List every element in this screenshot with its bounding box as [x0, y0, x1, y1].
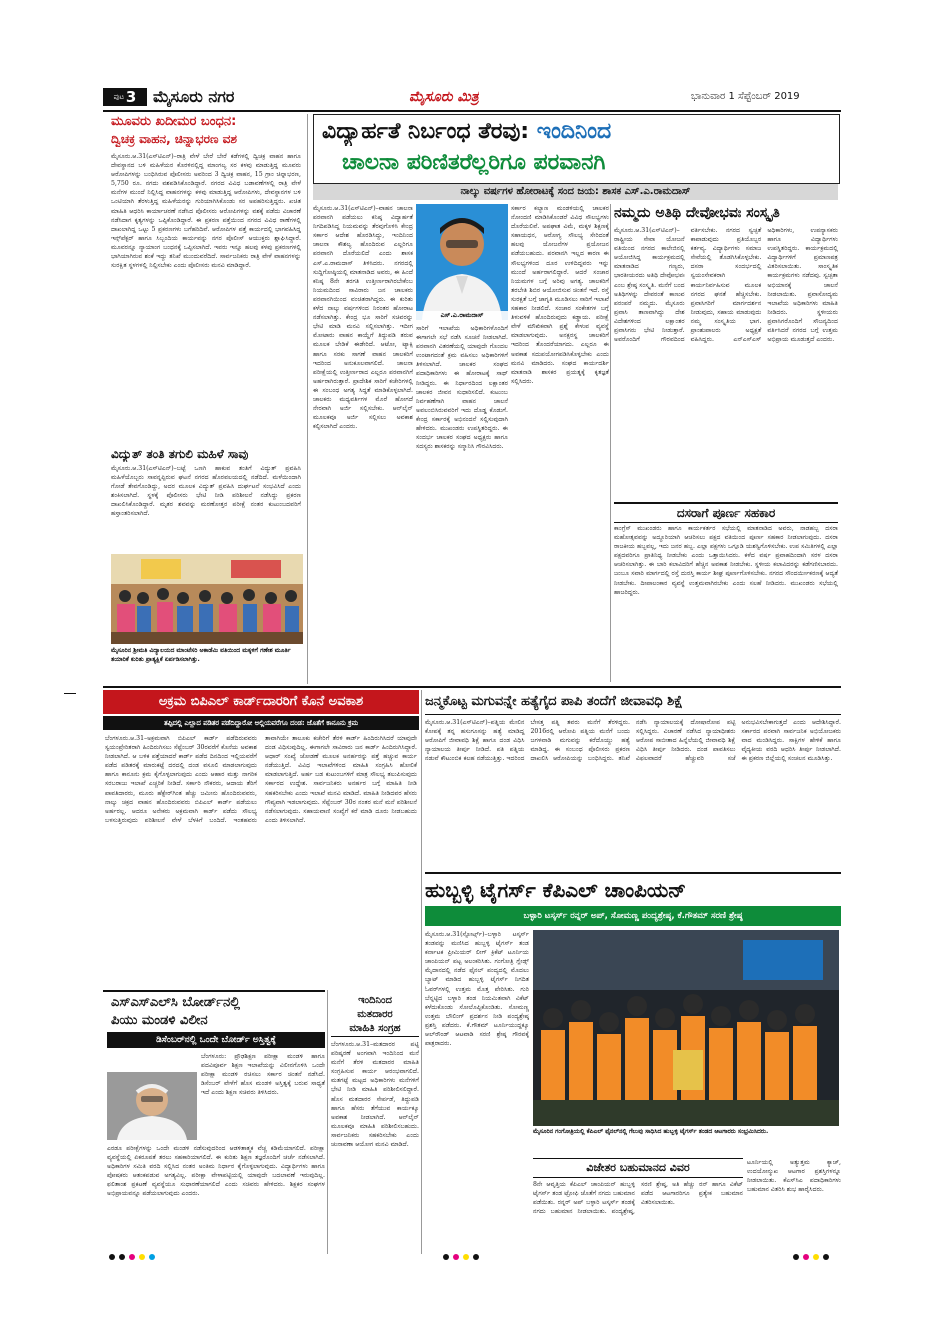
minister-photo	[107, 1072, 197, 1140]
awards-body-right: ಟೂರ್ನಿಯಲ್ಲಿ ಅತ್ಯುತ್ತಮ ಕ್ಯಾಚ್, ಉದಯೋನ್ಮುಖ ಆಟಗಾರ ಪ್ರಶಸ್ತಿಗಳನ್ನೂ ನೀಡಲಾಯಿತು. ಕೆಎಸ್‌ಸಿಎ ಪದಾಧಿಕಾರಿಗಳು ಬಹುಮಾನ ವಿತರಿಸಿ ಶುಭ ಹಾರೈಸಿದರು.	[747, 1159, 841, 1194]
lead-body-col1: ಮೈಸೂರು.ಆ.31(ಎಸ್‌ಟಿಎನ್)–ವಾಹನ ಚಾಲನಾ ಪರವಾನಗಿ ಪಡೆಯಲು ಕನಿಷ್ಠ ವಿದ್ಯಾರ್ಹತೆ ನಿಗದಿಪಡಿಸಿದ್ದ ನಿಯಮವನ್ನು ತೆರವುಗೊಳಿಸಿ ಕೇಂದ್ರ ಸರ್ಕಾರ ಆದೇಶ ಹೊರಡಿಸಿದ್ದು, ಇಂದಿನಿಂದ ಚಾಲನಾ ಕೌಶಲ್ಯ ಹೊಂದಿರುವ ಎಲ್ಲರಿಗೂ ಪರವಾನಗಿ ದೊರೆಯಲಿದೆ ಎಂದು ಶಾಸಕ ಎಸ್.ಎ.ರಾಮದಾಸ್ ತಿಳಿಸಿದರು. ನಗರದಲ್ಲಿ ಸುದ್ದಿಗೋಷ್ಠಿಯಲ್ಲಿ ಮಾತನಾಡಿದ ಅವರು, ಈ ಹಿಂದೆ ಕನಿಷ್ಠ 8ನೇ ತರಗತಿ ಉತ್ತೀರ್ಣರಾಗಿರಬೇಕೆಂಬ ನಿಯಮದಿಂದ ಸಾವಿರಾರು ಜನ ಚಾಲಕರು ಪರವಾನಗಿಯಿಂದ ವಂಚಿತರಾಗಿದ್ದರು. ಈ ಕುರಿತು ಕಳೆದ ನಾಲ್ಕು ವರ್ಷಗಳಿಂದ ನಿರಂತರ ಹೋರಾಟ ನಡೆಸಲಾಗಿತ್ತು. ಕೇಂದ್ರ ಭೂ ಸಾರಿಗೆ ಸಚಿವರನ್ನು ಭೇಟಿ ಮಾಡಿ ಮನವಿ ಸಲ್ಲಿಸಲಾಗಿತ್ತು. ಇದೀಗ ಮೋಟಾರು ವಾಹನ ಕಾಯ್ದೆಗೆ ತಿದ್ದುಪಡಿ ತರುವ ಮೂಲಕ ಬೇಡಿಕೆ ಈಡೇರಿದೆ. ಆಟೋ, ಟ್ಯಾಕ್ಸಿ ಹಾಗೂ ಸರಕು ಸಾಗಣೆ ವಾಹನ ಚಾಲಕರಿಗೆ ಇದರಿಂದ ಅನುಕೂಲವಾಗಲಿದೆ. ಚಾಲನಾ ಪರೀಕ್ಷೆಯಲ್ಲಿ ಉತ್ತೀರ್ಣರಾದ ಎಲ್ಲರೂ ಪರವಾನಗಿಗೆ ಅರ್ಹರಾಗಿರುತ್ತಾರೆ. ಪ್ರಾದೇಶಿಕ ಸಾರಿಗೆ ಕಚೇರಿಗಳಲ್ಲಿ ಈ ಸಂಬಂಧ ಅಗತ್ಯ ಸಿದ್ಧತೆ ಮಾಡಿಕೊಳ್ಳಲಾಗಿದೆ. ಚಾಲಕರು ಮಧ್ಯವರ್ತಿಗಳ ಮೊರೆ ಹೋಗದೆ ನೇರವಾಗಿ ಅರ್ಜಿ ಸಲ್ಲಿಸಬೇಕು. ಆನ್‌ಲೈನ್ ಮೂಲಕವೂ ಅರ್ಜಿ ಸಲ್ಲಿಸಲು ಅವಕಾಶ ಕಲ್ಪಿಸಲಾಗಿದೆ ಎಂದರು.	[313, 205, 413, 431]
page-label: ಪುಟ	[113, 92, 124, 101]
kpl-photo-caption: ಮೈಸೂರಿನ ಗಂಗೋತ್ರಿಯಲ್ಲಿ ಕೆಪಿಎಲ್ ಫೈನಲ್‌ನಲ್ಲಿ ಗೆಲುವು ಸಾಧಿಸಿದ ಹುಬ್ಬಳ್ಳಿ ಟೈಗರ್ಸ್ ತಂಡದ ಆಟಗಾರರು ಸಂಭ್ರಮಿಸಿದರು.	[533, 1128, 769, 1135]
lead-headline-black: ವಿದ್ಯಾರ್ಹತೆ ನಿರ್ಬಂಧ ತೆರವು:	[322, 119, 537, 144]
registration-marks-right	[793, 1254, 829, 1260]
lead-headline-red: ಇಂದಿನಿಂದ	[536, 119, 612, 144]
bpl-headline: ಅಕ್ರಮ ಬಿಪಿಎಲ್ ಕಾರ್ಡ್‌ದಾರರಿಗೆ ಕೊನೆ ಅವಕಾಶ	[103, 690, 419, 714]
column-rule-3	[421, 690, 422, 1254]
guest-body: ಮೈಸೂರು.ಆ.31(ಎಸ್‌ಟಿಎನ್)–ರಾಷ್ಟ್ರೀಯ ಸೇವಾ ಯೋಜನೆ ವತಿಯಿಂದ ನಗರದ ಕಾಲೇಜಿನಲ್ಲಿ ಆಯೋಜಿಸಿದ್ದ ಕಾರ್ಯಕ್ರಮದಲ್ಲಿ ಮಾತನಾಡಿದ ಗಣ್ಯರು, ಭಾರತೀಯರದು ಅತಿಥಿ ದೇವೋಭವಃ ಎಂಬ ಶ್ರೇಷ್ಠ ಸಂಸ್ಕೃತಿ. ಮನೆಗೆ ಬಂದ ಅತಿಥಿಗಳನ್ನು ದೇವರಂತೆ ಕಾಣುವ ಪರಂಪರೆ ನಮ್ಮದು. ಮೈಸೂರು ಪ್ರವಾಸಿ ತಾಣವಾಗಿದ್ದು ದೇಶ ವಿದೇಶಗಳಿಂದ ಲಕ್ಷಾಂತರ ಪ್ರವಾಸಿಗರು ಭೇಟಿ ನೀಡುತ್ತಾರೆ. ಅವರೊಂದಿಗೆ ಗೌರವದಿಂದ ವರ್ತಿಸಬೇಕು. ನಗರದ ಸ್ವಚ್ಛತೆ ಕಾಪಾಡುವುದು ಪ್ರತಿಯೊಬ್ಬರ ಕರ್ತವ್ಯ. ವಿದ್ಯಾರ್ಥಿಗಳು ಸಮಾಜ ಸೇವೆಯಲ್ಲಿ ತೊಡಗಿಸಿಕೊಳ್ಳಬೇಕು. ದಸರಾ ಸಂದರ್ಭದಲ್ಲಿ ಸ್ವಯಂಸೇವಕರಾಗಿ ಕಾರ್ಯನಿರ್ವಹಿಸುವ ಮೂಲಕ ನಗರದ ಘನತೆ ಹೆಚ್ಚಿಸಬೇಕು. ಪ್ರವಾಸಿಗರಿಗೆ ಮಾರ್ಗದರ್ಶನ ನೀಡುವುದು, ಸಹಾಯ ಮಾಡುವುದು ನಮ್ಮ ಸಂಸ್ಕೃತಿಯ ಭಾಗ. ಪ್ರಾಂಶುಪಾಲರು ಅಧ್ಯಕ್ಷತೆ ವಹಿಸಿದ್ದರು. ಎನ್‌ಎಸ್‌ಎಸ್ ಅಧಿಕಾರಿಗಳು, ಉಪನ್ಯಾಸಕರು ಹಾಗೂ ವಿದ್ಯಾರ್ಥಿಗಳು ಉಪಸ್ಥಿತರಿದ್ದರು. ಕಾರ್ಯಕ್ರಮದಲ್ಲಿ ವಿದ್ಯಾರ್ಥಿಗಳಿಗೆ ಪ್ರಮಾಣಪತ್ರ ವಿತರಿಸಲಾಯಿತು. ಸಾಂಸ್ಕೃತಿಕ ಕಾರ್ಯಕ್ರಮಗಳು ನಡೆದವು. ಸ್ವಚ್ಛತಾ ಅಭಿಯಾನಕ್ಕೆ ಚಾಲನೆ ನೀಡಲಾಯಿತು. ಪ್ರವಾಸೋದ್ಯಮ ಇಲಾಖೆಯ ಅಧಿಕಾರಿಗಳು ಮಾಹಿತಿ ನೀಡಿದರು. ಸ್ಥಳೀಯರು ಪ್ರವಾಸಿಗರೊಂದಿಗೆ ಸೌಜನ್ಯದಿಂದ ವರ್ತಿಸಿದರೆ ನಗರದ ಬಗ್ಗೆ ಉತ್ತಮ ಅಭಿಪ್ರಾಯ ಮೂಡುತ್ತದೆ ಎಂದರು.	[614, 227, 838, 344]
margin-mark	[64, 693, 76, 694]
sslc-headline-line1: ಎಸ್‌ಎಸ್‌ಎಲ್‌ಸಿ ಬೋರ್ಡ್‌ನಲ್ಲಿ	[111, 995, 241, 1010]
father-body: ಮೈಸೂರು.ಆ.31(ಎಸ್‌ಟಿಎನ್)–ಪತ್ನಿಯ ಮೇಲಿನ ಕೋಪಕ್ಕೆ ತನ್ನ ಹಸುಗೂಸನ್ನು ಹತ್ಯೆ ಮಾಡಿದ್ದ ಆರೋಪಿಗೆ ಜೀವಾವಧಿ ಶಿಕ್ಷೆ ಹಾಗೂ ದಂಡ ವಿಧಿಸಿ ನ್ಯಾಯಾಲಯ ತೀರ್ಪು ನೀಡಿದೆ. ಪತಿ ಪತ್ನಿಯ ನಡುವೆ ಕೌಟುಂಬಿಕ ಕಲಹ ನಡೆಯುತ್ತಿತ್ತು. ಇದರಿಂದ ಬೇಸತ್ತ ಪತ್ನಿ ತವರು ಮನೆಗೆ ತೆರಳಿದ್ದರು. 2016ರಲ್ಲಿ ಆರೋಪಿ ಪತ್ನಿಯ ಮನೆಗೆ ಬಂದು ಜಗಳವಾಡಿ ಮಗುವನ್ನು ಕರೆದೊಯ್ದು ಹತ್ಯೆ ಮಾಡಿದ್ದ. ಈ ಸಂಬಂಧ ಪೊಲೀಸರು ಪ್ರಕರಣ ದಾಖಲಿಸಿ ಆರೋಪಿಯನ್ನು ಬಂಧಿಸಿದ್ದರು. ತನಿಖೆ ನಡೆಸಿ ನ್ಯಾಯಾಲಯಕ್ಕೆ ದೋಷಾರೋಪ ಪಟ್ಟಿ ಸಲ್ಲಿಸಿದ್ದರು. ವಿಚಾರಣೆ ನಡೆಸಿದ ನ್ಯಾಯಾಧೀಶರು ಆರೋಪ ಸಾಬೀತಾದ ಹಿನ್ನೆಲೆಯಲ್ಲಿ ಜೀವಾವಧಿ ಶಿಕ್ಷೆ ವಿಧಿಸಿ ತೀರ್ಪು ನೀಡಿದರು. ದಂಡ ಪಾವತಿಸಲು ವಿಫಲವಾದರೆ ಹೆಚ್ಚುವರಿ ಸಜೆ ಅನುಭವಿಸಬೇಕಾಗುತ್ತದೆ ಎಂದು ಆದೇಶಿಸಿದ್ದಾರೆ. ಸರ್ಕಾರದ ಪರವಾಗಿ ಸಾರ್ವಜನಿಕ ಅಭಿಯೋಜಕರು ವಾದ ಮಂಡಿಸಿದ್ದರು. ಸಾಕ್ಷಿಗಳ ಹೇಳಿಕೆ ಹಾಗೂ ವೈದ್ಯಕೀಯ ವರದಿ ಆಧರಿಸಿ ತೀರ್ಪು ನೀಡಲಾಗಿದೆ. ಈ ಪ್ರಕರಣ ಜಿಲ್ಲೆಯಲ್ಲಿ ಸಂಚಲನ ಮೂಡಿಸಿತ್ತು.	[425, 719, 841, 763]
newspaper-page	[103, 86, 841, 1258]
sslc-body-bottom: ಎರಡೂ ಪರೀಕ್ಷೆಗಳನ್ನು ಒಂದೇ ಮಂಡಳಿ ನಡೆಸುವುದರಿಂದ ಆಡಳಿತಾತ್ಮಕ ವೆಚ್ಚ ಕಡಿಮೆಯಾಗಲಿದೆ. ಪರೀಕ್ಷಾ ವ್ಯವಸ್ಥೆಯಲ್ಲಿ ಏಕರೂಪತೆ ತರಲು ಸಹಕಾರಿಯಾಗಲಿದೆ. ಈ ಕುರಿತು ಶಿಕ್ಷಣ ತಜ್ಞರೊಂದಿಗೆ ಚರ್ಚೆ ನಡೆಸಲಾಗಿದೆ. ಅಧಿಕಾರಿಗಳ ಸಮಿತಿ ವರದಿ ಸಲ್ಲಿಸಿದ ನಂತರ ಅಂತಿಮ ನಿರ್ಧಾರ ಕೈಗೊಳ್ಳಲಾಗುವುದು. ವಿದ್ಯಾರ್ಥಿಗಳು ಹಾಗೂ ಪೋಷಕರು ಆತಂಕಪಡುವ ಅಗತ್ಯವಿಲ್ಲ. ಪರೀಕ್ಷಾ ವೇಳಾಪಟ್ಟಿಯಲ್ಲಿ ಯಾವುದೇ ಬದಲಾವಣೆ ಇರುವುದಿಲ್ಲ. ಫಲಿತಾಂಶ ಪ್ರಕಟಣೆ ವ್ಯವಸ್ಥೆಯೂ ಸುಧಾರಣೆಯಾಗಲಿದೆ ಎಂದು ಸಚಿವರು ಹೇಳಿದರು. ಶಿಕ್ಷಕರ ಸಂಘಗಳ ಅಭಿಪ್ರಾಯವನ್ನೂ ಪಡೆಯಲಾಗುವುದು ಎಂದರು.	[107, 1145, 325, 1198]
ramadas-portrait-image	[416, 204, 508, 320]
ramadas-photo	[416, 204, 508, 320]
column-rule-1	[307, 114, 308, 684]
voters-headline-line1: ಇಂದಿನಿಂದ	[358, 995, 392, 1006]
registration-marks-center	[443, 1254, 479, 1260]
section-name: ಮೈಸೂರು ನಗರ	[153, 87, 235, 106]
school-children-photo	[111, 554, 303, 644]
page-number: 3	[125, 88, 137, 106]
bpl-subheadline: ತಪ್ಪಿದಲ್ಲಿ ಎಲ್ಲಾದ ಪಡಿತರ ಪಡೆದಿದ್ದಾರೋ ಅಲ್ಲಿಯವರೆಗೂ ದಂಡ: ಜೊತೆಗೆ ಕಾನೂನು ಕ್ರಮ	[103, 716, 419, 730]
ramadas-photo-label: ಎಸ್.ಎ.ರಾಮದಾಸ್	[416, 311, 508, 320]
lead-headline-line1	[322, 118, 611, 146]
page-number-badge	[103, 88, 147, 106]
arrest-headline: ಮೂವರು ಖದೀಮರ ಬಂಧನ:	[111, 114, 237, 129]
column-rule-2	[610, 204, 611, 682]
awards-body: 8ನೇ ಆವೃತ್ತಿಯ ಕೆಪಿಎಲ್ ಚಾಂಪಿಯನ್ ಹುಬ್ಬಳ್ಳಿ ಟೈಗರ್ಸ್ ತಂಡ ಟ್ರೋಫಿ ಜೊತೆಗೆ ನಗದು ಬಹುಮಾನ ಪಡೆಯಿತು. ರನ್ನರ್ ಅಪ್ ಬಳ್ಳಾರಿ ಟಸ್ಕರ್ಸ್ ತಂಡಕ್ಕೆ ನಗದು ಬಹುಮಾನ ನೀಡಲಾಯಿತು. ಪಂದ್ಯಶ್ರೇಷ್ಠ, ಸರಣಿ ಶ್ರೇಷ್ಠ, ಅತಿ ಹೆಚ್ಚು ರನ್ ಹಾಗೂ ವಿಕೆಟ್ ಪಡೆದ ಆಟಗಾರರಿಗೂ ಪ್ರತ್ಯೇಕ ಬಹುಮಾನ ವಿತರಿಸಲಾಯಿತು.	[533, 1181, 743, 1216]
masthead-logo: ಮೈಸೂರು ಮಿತ್ರ	[409, 89, 479, 105]
bpl-body: ಬೆಂಗಳೂರು.ಆ.31–ಅಕ್ರಮವಾಗಿ ಬಿಪಿಎಲ್ ಕಾರ್ಡ್ ಪಡೆದಿರುವವರು ಸ್ವಯಂಪ್ರೇರಿತರಾಗಿ ಹಿಂದಿರುಗಿಸಲು ಸೆಪ್ಟೆಂಬರ್ 30ರವರೆಗೆ ಕೊನೆಯ ಅವಕಾಶ ನೀಡಲಾಗಿದೆ. ಆ ಬಳಿಕ ಪತ್ತೆಯಾದರೆ ಕಾರ್ಡ್ ಪಡೆದ ದಿನದಿಂದ ಇಲ್ಲಿಯವರೆಗೆ ಪಡೆದ ಪಡಿತರಕ್ಕೆ ಮಾರುಕಟ್ಟೆ ದರದಲ್ಲಿ ದಂಡ ವಸೂಲಿ ಮಾಡಲಾಗುವುದು ಹಾಗೂ ಕಾನೂನು ಕ್ರಮ ಕೈಗೊಳ್ಳಲಾಗುವುದು ಎಂದು ಆಹಾರ ಮತ್ತು ನಾಗರಿಕ ಸರಬರಾಜು ಇಲಾಖೆ ಎಚ್ಚರಿಕೆ ನೀಡಿದೆ. ಸರ್ಕಾರಿ ನೌಕರರು, ಆದಾಯ ತೆರಿಗೆ ಪಾವತಿದಾರರು, ಮೂರು ಹೆಕ್ಟೇರ್‌ಗಿಂತ ಹೆಚ್ಚು ಜಮೀನು ಹೊಂದಿರುವವರು, ನಾಲ್ಕು ಚಕ್ರದ ವಾಹನ ಹೊಂದಿರುವವರು ಬಿಪಿಎಲ್ ಕಾರ್ಡ್ ಪಡೆಯಲು ಅರ್ಹರಲ್ಲ. ಆದರೂ ಅನೇಕರು ಅಕ್ರಮವಾಗಿ ಕಾರ್ಡ್ ಪಡೆದು ಸೌಲಭ್ಯ ಬಳಸುತ್ತಿರುವುದು ಪರಿಶೀಲನೆ ವೇಳೆ ಬೆಳಕಿಗೆ ಬಂದಿದೆ. ಇಂತಹವರು ತಾವಾಗಿಯೇ ತಾಲೂಕು ಕಚೇರಿಗೆ ತೆರಳಿ ಕಾರ್ಡ್ ಹಿಂದಿರುಗಿಸಿದರೆ ಯಾವುದೇ ದಂಡ ವಿಧಿಸುವುದಿಲ್ಲ. ಈಗಾಗಲೇ ಸಾವಿರಾರು ಜನ ಕಾರ್ಡ್ ಹಿಂದಿರುಗಿಸಿದ್ದಾರೆ. ಆಧಾರ್ ಸಂಖ್ಯೆ ಜೋಡಣೆ ಮೂಲಕ ಅನರ್ಹರನ್ನು ಪತ್ತೆ ಹಚ್ಚುವ ಕಾರ್ಯ ನಡೆಯುತ್ತಿದೆ. ವಿವಿಧ ಇಲಾಖೆಗಳಿಂದ ಮಾಹಿತಿ ಸಂಗ್ರಹಿಸಿ ಹೋಲಿಕೆ ಮಾಡಲಾಗುತ್ತಿದೆ. ಅರ್ಹ ಬಡ ಕುಟುಂಬಗಳಿಗೆ ಮಾತ್ರ ಸೌಲಭ್ಯ ತಲುಪಿಸುವುದು ಸರ್ಕಾರದ ಉದ್ದೇಶ. ಸಾರ್ವಜನಿಕರು ಅನರ್ಹರ ಬಗ್ಗೆ ಮಾಹಿತಿ ನೀಡಿ ಸಹಕರಿಸಬೇಕು ಎಂದು ಇಲಾಖೆ ಮನವಿ ಮಾಡಿದೆ. ಮಾಹಿತಿ ನೀಡಿದವರ ಹೆಸರು ಗೌಪ್ಯವಾಗಿ ಇಡಲಾಗುವುದು. ಸೆಪ್ಟೆಂಬರ್ 30ರ ನಂತರ ಮನೆ ಮನೆ ಪರಿಶೀಲನೆ ನಡೆಸಲಾಗುವುದು. ಸಹಾಯವಾಣಿ ಸಂಖ್ಯೆಗೆ ಕರೆ ಮಾಡಿ ದೂರು ನೀಡಬಹುದು ಎಂದು ತಿಳಿಸಲಾಗಿದೆ.	[105, 735, 417, 824]
school-photo-caption: ಮೈಸೂರಿನ ಶ್ರೀಮತಿ ವಿದ್ಯಾಲಯದ ಮಾಂಟೆಸರಿ ಅಕಾಡೆಮಿ ವತಿಯಿಂದ ಮಕ್ಕಳಿಗೆ ಗಣೇಶ ಮೂರ್ತಿ ತಯಾರಿಕೆ ಕುರಿತು ಪ್ರಾತ್ಯಕ್ಷಿಕೆ ಏರ್ಪಡಿಸಲಾಗಿತ್ತು.	[111, 647, 291, 663]
kpl-team-celebration-image	[533, 930, 839, 1126]
column-rule-4	[327, 990, 328, 1254]
arrest-subheadline: ದ್ವಿಚಕ್ರ ವಾಹನ, ಚಿನ್ನಾಭರಣ ವಶ	[111, 132, 237, 146]
dasara-body: ಕಾಂಗ್ರೆಸ್ ಮುಖಂಡರು ಹಾಗೂ ಕಾರ್ಯಕರ್ತರ ಸಭೆಯಲ್ಲಿ ಮಾತನಾಡಿದ ಅವರು, ನಾಡಹಬ್ಬ ದಸರಾ ಮಹೋತ್ಸವವನ್ನು ಅದ್ಧೂರಿಯಾಗಿ ಆಚರಿಸಲು ಪಕ್ಷದ ವತಿಯಿಂದ ಪೂರ್ಣ ಸಹಕಾರ ನೀಡಲಾಗುವುದು. ದಸರಾ ರಾಜಕೀಯ ಹಬ್ಬವಲ್ಲ, ಇದು ಜನರ ಹಬ್ಬ. ಎಲ್ಲಾ ಪಕ್ಷಗಳು ಒಗ್ಗೂಡಿ ಯಶಸ್ವಿಗೊಳಿಸಬೇಕು. ಉಪ ಸಮಿತಿಗಳಲ್ಲಿ ಎಲ್ಲಾ ಪಕ್ಷದವರಿಗೂ ಪ್ರಾತಿನಿಧ್ಯ ನೀಡಬೇಕು ಎಂದು ಒತ್ತಾಯಿಸಿದರು. ಕಳೆದ ವರ್ಷ ಪ್ರವಾಹದಿಂದಾಗಿ ಸರಳ ದಸರಾ ಆಚರಿಸಲಾಗಿತ್ತು. ಈ ಬಾರಿ ಕಲಾವಿದರಿಗೆ ಹೆಚ್ಚಿನ ಅವಕಾಶ ನೀಡಬೇಕು. ಸ್ಥಳೀಯ ಕಲಾವಿದರನ್ನು ಕಡೆಗಣಿಸಬಾರದು. ಜಂಬೂ ಸವಾರಿ ಮಾರ್ಗದಲ್ಲಿ ರಸ್ತೆ ದುರಸ್ತಿ ಕಾರ್ಯ ಶೀಘ್ರ ಪೂರ್ಣಗೊಳಿಸಬೇಕು. ನಗರದ ಸೌಂದರ್ಯೀಕರಣಕ್ಕೆ ಆದ್ಯತೆ ನೀಡಬೇಕು. ದೀಪಾಲಂಕಾರ ವ್ಯವಸ್ಥೆ ಉತ್ತಮವಾಗಿರಬೇಕು ಎಂದು ಸಲಹೆ ನೀಡಿದರು. ಮುಖಂಡರು ಸಭೆಯಲ್ಲಿ ಹಾಜರಿದ್ದರು.	[614, 525, 838, 596]
shock-headline: ವಿದ್ಯುತ್ ತಂತಿ ತಗುಲಿ ಮಹಿಳೆ ಸಾವು	[111, 447, 249, 461]
sslc-headline-line2: ಪಿಯು ಮಂಡಳಿ ವಿಲೀನ	[111, 1013, 208, 1028]
lead-body-col3: ಸರ್ಕಾರ ಕಲ್ಯಾಣ ಮಂಡಳಿಯಲ್ಲಿ ಚಾಲಕರ ನೋಂದಣಿ ಮಾಡಿಸಿಕೊಂಡರೆ ವಿವಿಧ ಸೌಲಭ್ಯಗಳು ದೊರೆಯಲಿವೆ. ಅಪಘಾತ ವಿಮೆ, ಮಕ್ಕಳ ಶಿಕ್ಷಣಕ್ಕೆ ಸಹಾಯಧನ, ಆರೋಗ್ಯ ಸೌಲಭ್ಯ ಸೇರಿದಂತೆ ಹಲವು ಯೋಜನೆಗಳ ಪ್ರಯೋಜನ ಪಡೆಯಬಹುದು. ಪರವಾನಗಿ ಇಲ್ಲದ ಕಾರಣ ಈ ಸೌಲಭ್ಯಗಳಿಂದ ದೂರ ಉಳಿದಿದ್ದವರು ಇನ್ನು ಮುಂದೆ ಅರ್ಹರಾಗಲಿದ್ದಾರೆ. ಆದರೆ ಸಂಚಾರ ನಿಯಮಗಳ ಬಗ್ಗೆ ಅರಿವು ಅಗತ್ಯ. ಚಾಲಕರಿಗೆ ತರಬೇತಿ ಶಿಬಿರ ಆಯೋಜಿಸುವ ಚಿಂತನೆ ಇದೆ. ರಸ್ತೆ ಸುರಕ್ಷತೆ ಬಗ್ಗೆ ಜಾಗೃತಿ ಮೂಡಿಸಲು ಸಾರಿಗೆ ಇಲಾಖೆ ಸಹಕಾರ ನೀಡಲಿದೆ. ಸಂಚಾರ ಸಂಕೇತಗಳ ಬಗ್ಗೆ ತಿಳುವಳಿಕೆ ಹೊಂದಿರುವುದು ಕಡ್ಡಾಯ. ಪರೀಕ್ಷೆ ವೇಳೆ ಮೌಖಿಕವಾಗಿ ಪ್ರಶ್ನೆ ಕೇಳುವ ವ್ಯವಸ್ಥೆ ಮಾಡಲಾಗುವುದು. ಅನಕ್ಷರಸ್ಥ ಚಾಲಕರಿಗೆ ಇದರಿಂದ ತೊಂದರೆಯಾಗದು. ಎಲ್ಲರೂ ಈ ಅವಕಾಶ ಸದುಪಯೋಗಪಡಿಸಿಕೊಳ್ಳಬೇಕು ಎಂದು ಮನವಿ ಮಾಡಿದರು. ಸಂಘದ ಕಾರ್ಯದರ್ಶಿ ಮಾತನಾಡಿ ಶಾಸಕರ ಪ್ರಯತ್ನಕ್ಕೆ ಕೃತಜ್ಞತೆ ಸಲ್ಲಿಸಿದರು.	[511, 205, 609, 385]
lead-body-col2: ಸಾರಿಗೆ ಇಲಾಖೆಯ ಅಧಿಕಾರಿಗಳೊಂದಿಗೆ ಈಗಾಗಲೇ ಸಭೆ ನಡೆಸಿ ಸೂಚನೆ ನೀಡಲಾಗಿದೆ. ಪರವಾನಗಿ ವಿತರಣೆಯಲ್ಲಿ ಯಾವುದೇ ಗೊಂದಲ ಉಂಟಾಗದಂತೆ ಕ್ರಮ ವಹಿಸಲು ಅಧಿಕಾರಿಗಳಿಗೆ ತಿಳಿಸಲಾಗಿದೆ. ಚಾಲಕರ ಸಂಘದ ಪದಾಧಿಕಾರಿಗಳು ಈ ಹೋರಾಟಕ್ಕೆ ಸಾಥ್ ನೀಡಿದ್ದರು. ಈ ನಿರ್ಧಾರದಿಂದ ಲಕ್ಷಾಂತರ ಚಾಲಕರ ಜೀವನ ಸುಧಾರಿಸಲಿದೆ. ಕುಟುಂಬ ನಿರ್ವಹಣೆಗಾಗಿ ವಾಹನ ಚಾಲನೆ ಅವಲಂಬಿಸಿರುವವರಿಗೆ ಇದು ದೊಡ್ಡ ಕೊಡುಗೆ. ಕೇಂದ್ರ ಸರ್ಕಾರಕ್ಕೆ ಅಭಿನಂದನೆ ಸಲ್ಲಿಸುವುದಾಗಿ ಹೇಳಿದರು. ಮುಖಂಡರು ಉಪಸ್ಥಿತರಿದ್ದರು. ಈ ಸಂದರ್ಭ ಚಾಲಕರ ಸಂಘದ ಅಧ್ಯಕ್ಷರು ಹಾಗೂ ಸದಸ್ಯರು ಶಾಸಕರನ್ನು ಸನ್ಮಾನಿಸಿ ಗೌರವಿಸಿದರು.	[416, 325, 508, 451]
lead-subtitle: ನಾಲ್ಕು ವರ್ಷಗಳ ಹೋರಾಟಕ್ಕೆ ಸಂದ ಜಯ: ಶಾಸಕ ಎಸ್.ಎ.ರಾಮದಾಸ್	[313, 184, 838, 200]
issue-date: ಭಾನುವಾರ 1 ಸೆಪ್ಟೆಂಬರ್ 2019	[691, 91, 800, 102]
father-headline: ಜನ್ಮಕೊಟ್ಟ ಮಗುವನ್ನೇ ಹತ್ಯೆಗೈದ ಪಾಪಿ ತಂದೆಗೆ ಜೀವಾವಧಿ ಶಿಕ್ಷೆ	[425, 690, 841, 715]
mid-rule	[103, 686, 841, 688]
lead-headline-line2: ಚಾಲನಾ ಪರಿಣಿತರೆಲ್ಲರಿಗೂ ಪರವಾನಗಿ	[342, 150, 606, 175]
voters-body: ಬೆಂಗಳೂರು.ಆ.31–ಮತದಾರರ ಪಟ್ಟಿ ಪರಿಷ್ಕರಣೆ ಅಂಗವಾಗಿ ಇಂದಿನಿಂದ ಮನೆ ಮನೆಗೆ ತೆರಳಿ ಮತದಾರರ ಮಾಹಿತಿ ಸಂಗ್ರಹಿಸುವ ಕಾರ್ಯ ಆರಂಭವಾಗಲಿದೆ. ಮತಗಟ್ಟೆ ಮಟ್ಟದ ಅಧಿಕಾರಿಗಳು ಮನೆಗಳಿಗೆ ಭೇಟಿ ನೀಡಿ ಮಾಹಿತಿ ಪರಿಶೀಲಿಸಲಿದ್ದಾರೆ. ಹೊಸ ಮತದಾರರ ಸೇರ್ಪಡೆ, ತಿದ್ದುಪಡಿ ಹಾಗೂ ಹೆಸರು ತೆಗೆಯುವ ಕಾರ್ಯಕ್ಕೂ ಅವಕಾಶ ನೀಡಲಾಗಿದೆ. ಆನ್‌ಲೈನ್ ಮೂಲಕವೂ ಮಾಹಿತಿ ಪರಿಶೀಲಿಸಬಹುದು. ಸಾರ್ವಜನಿಕರು ಸಹಕರಿಸಬೇಕು ಎಂದು ಚುನಾವಣಾ ಆಯೋಗ ಮನವಿ ಮಾಡಿದೆ.	[331, 1041, 419, 1149]
voters-headline-line2: ಮತದಾರರ	[357, 1009, 393, 1020]
arrest-body: ಮೈಸೂರು.ಆ.31(ಎಸ್‌ಟಿಎನ್)–ರಾತ್ರಿ ವೇಳೆ ಬೇರೆ ಬೇರೆ ಕಡೆಗಳಲ್ಲಿ ದ್ವಿಚಕ್ರ ವಾಹನ ಹಾಗೂ ದೇವಸ್ಥಾನದ ಬಳಿ ಮಹಿಳೆಯರ ಕೊರಳಿನಲ್ಲಿದ್ದ ಮಾಂಗಲ್ಯ ಸರ ಕಳವು ಮಾಡುತ್ತಿದ್ದ ಮೂವರು ಆರೋಪಿಗಳನ್ನು ಬಂಧಿಸಿರುವ ಪೊಲೀಸರು ಅವರಿಂದ 3 ದ್ವಿಚಕ್ರ ವಾಹನ, 15 ಗ್ರಾಂ ಚಿನ್ನಾಭರಣ, 5,750 ರೂ. ನಗದು ವಶಪಡಿಸಿಕೊಂಡಿದ್ದಾರೆ. ನಗರದ ವಿವಿಧ ಬಡಾವಣೆಗಳಲ್ಲಿ ರಾತ್ರಿ ವೇಳೆ ಮನೆಗಳ ಮುಂದೆ ನಿಲ್ಲಿಸಿದ್ದ ವಾಹನಗಳನ್ನು ಕಳವು ಮಾಡುತ್ತಿದ್ದ ಆರೋಪಿಗಳು, ದೇವಸ್ಥಾನಗಳ ಬಳಿ ಒಂಟಿಯಾಗಿ ತೆರಳುತ್ತಿದ್ದ ಮಹಿಳೆಯರನ್ನು ಗುರಿಯಾಗಿಸಿಕೊಂಡು ಸರ ಅಪಹರಿಸುತ್ತಿದ್ದರು. ಖಚಿತ ಮಾಹಿತಿ ಆಧರಿಸಿ ಕಾರ್ಯಾಚರಣೆ ನಡೆಸಿದ ಪೊಲೀಸರು ಆರೋಪಿಗಳನ್ನು ವಶಕ್ಕೆ ಪಡೆದು ವಿಚಾರಣೆ ನಡೆಸಿದಾಗ ಕೃತ್ಯಗಳನ್ನು ಒಪ್ಪಿಕೊಂಡಿದ್ದಾರೆ. ಈ ಪ್ರಕರಣ ಪತ್ತೆಯಿಂದ ನಗರದ ವಿವಿಧ ಠಾಣೆಗಳಲ್ಲಿ ದಾಖಲಾಗಿದ್ದ ಒಟ್ಟು 5 ಪ್ರಕರಣಗಳು ಬಗೆಹರಿದಿವೆ. ಆರೋಪಿಗಳ ಪತ್ತೆ ಕಾರ್ಯದಲ್ಲಿ ಭಾಗವಹಿಸಿದ್ದ ಇನ್ಸ್‌ಪೆಕ್ಟರ್ ಹಾಗೂ ಸಿಬ್ಬಂದಿಯ ಕಾರ್ಯವನ್ನು ನಗರ ಪೊಲೀಸ್ ಆಯುಕ್ತರು ಶ್ಲಾಘಿಸಿದ್ದಾರೆ. ಮೂವರನ್ನೂ ನ್ಯಾಯಾಂಗ ಬಂಧನಕ್ಕೆ ಒಪ್ಪಿಸಲಾಗಿದೆ. ಇವರು ಇನ್ನೂ ಹಲವು ಕಳವು ಪ್ರಕರಣಗಳಲ್ಲಿ ಭಾಗಿಯಾಗಿರುವ ಶಂಕೆ ಇದ್ದು ತನಿಖೆ ಮುಂದುವರೆದಿದೆ. ಸಾರ್ವಜನಿಕರು ರಾತ್ರಿ ವೇಳೆ ವಾಹನಗಳನ್ನು ಸುರಕ್ಷಿತ ಸ್ಥಳಗಳಲ್ಲಿ ನಿಲ್ಲಿಸಬೇಕು ಎಂದು ಪೊಲೀಸರು ಮನವಿ ಮಾಡಿದ್ದಾರೆ.	[111, 153, 301, 270]
guest-headline: ನಮ್ಮದು ಅತಿಥಿ ದೇವೋಭವಃ ಸಂಸ್ಕೃತಿ	[614, 205, 780, 221]
registration-marks-left	[109, 1254, 155, 1260]
voters-headline-line3: ಮಾಹಿತಿ ಸಂಗ್ರಹ	[331, 1022, 419, 1037]
sslc-body-top: ಬೆಂಗಳೂರು: ಪ್ರೌಢಶಿಕ್ಷಣ ಪರೀಕ್ಷಾ ಮಂಡಳಿ ಹಾಗೂ ಪದವಿಪೂರ್ವ ಶಿಕ್ಷಣ ಇಲಾಖೆಯನ್ನು ವಿಲೀನಗೊಳಿಸಿ ಒಂದೇ ಪರೀಕ್ಷಾ ಮಂಡಳಿ ರಚಿಸಲು ಸರ್ಕಾರ ಚಿಂತನೆ ನಡೆಸಿದೆ. ಡಿಸೆಂಬರ್ ವೇಳೆಗೆ ಹೊಸ ಮಂಡಳಿ ಅಸ್ತಿತ್ವಕ್ಕೆ ಬರುವ ಸಾಧ್ಯತೆ ಇದೆ ಎಂದು ಶಿಕ್ಷಣ ಸಚಿವರು ತಿಳಿಸಿದರು.	[201, 1053, 325, 1097]
lead-headline-box	[313, 114, 840, 184]
kpl-body: ಮೈಸೂರು.ಆ.31(ಸ್ಪೋರ್ಟ್ಸ್)–ಬಳ್ಳಾರಿ ಟಸ್ಕರ್ಸ್ ತಂಡವನ್ನು ಮಣಿಸಿದ ಹುಬ್ಬಳ್ಳಿ ಟೈಗರ್ಸ್ ತಂಡ ಕರ್ನಾಟಕ ಪ್ರೀಮಿಯರ್ ಲೀಗ್ ಕ್ರಿಕೆಟ್ ಟೂರ್ನಿಯ ಚಾಂಪಿಯನ್ ಪಟ್ಟ ಅಲಂಕರಿಸಿತು. ಗಂಗೋತ್ರಿ ಗ್ಲೇಡ್ಸ್ ಮೈದಾನದಲ್ಲಿ ನಡೆದ ಫೈನಲ್ ಪಂದ್ಯದಲ್ಲಿ ಮೊದಲು ಬ್ಯಾಟ್ ಮಾಡಿದ ಹುಬ್ಬಳ್ಳಿ ಟೈಗರ್ಸ್ ನಿಗದಿತ ಓವರ್‌ಗಳಲ್ಲಿ ಉತ್ತಮ ಮೊತ್ತ ಪೇರಿಸಿತು. ಗುರಿ ಬೆನ್ನಟ್ಟಿದ ಬಳ್ಳಾರಿ ತಂಡ ನಿಯಮಿತವಾಗಿ ವಿಕೆಟ್ ಕಳೆದುಕೊಂಡು ಸೋಲೊಪ್ಪಿಕೊಂಡಿತು. ಸೋಮಣ್ಣ ಉತ್ತಮ ಬೌಲಿಂಗ್ ಪ್ರದರ್ಶನ ನೀಡಿ ಪಂದ್ಯಶ್ರೇಷ್ಠ ಪ್ರಶಸ್ತಿ ಪಡೆದರು. ಕೆ.ಗೌತಮ್ ಟೂರ್ನಿಯುದ್ದಕ್ಕೂ ಆಲ್‌ರೌಂಡ್ ಆಟವಾಡಿ ಸರಣಿ ಶ್ರೇಷ್ಠ ಗೌರವಕ್ಕೆ ಪಾತ್ರರಾದರು.	[425, 931, 529, 1048]
shock-body: ಮೈಸೂರು.ಆ.31(ಎಸ್‌ಟಿಎನ್)–ಬಟ್ಟೆ ಒಣಗಿ ಹಾಕುವ ತಂತಿಗೆ ವಿದ್ಯುತ್ ಪ್ರವಹಿಸಿ ಮಹಿಳೆಯೊಬ್ಬರು ಸಾವನ್ನಪ್ಪಿರುವ ಘಟನೆ ನಗರದ ಹೊರವಲಯದಲ್ಲಿ ನಡೆದಿದೆ. ಮಳೆಯಿಂದಾಗಿ ಗೋಡೆ ತೇವಗೊಂಡಿದ್ದು, ಅದರ ಮೂಲಕ ವಿದ್ಯುತ್ ಪ್ರವಹಿಸಿ ದುರ್ಘಟನೆ ಸಂಭವಿಸಿದೆ ಎಂದು ಶಂಕಿಸಲಾಗಿದೆ. ಸ್ಥಳಕ್ಕೆ ಪೊಲೀಸರು ಭೇಟಿ ನೀಡಿ ಪರಿಶೀಲನೆ ನಡೆಸಿದ್ದು ಪ್ರಕರಣ ದಾಖಲಿಸಿಕೊಂಡಿದ್ದಾರೆ. ಮೃತರ ಶವವನ್ನು ಮರಣೋತ್ತರ ಪರೀಕ್ಷೆ ನಂತರ ಕುಟುಂಬದವರಿಗೆ ಹಸ್ತಾಂತರಿಸಲಾಗಿದೆ.	[111, 465, 301, 518]
school-children-image	[111, 554, 303, 644]
sslc-subheadline: ಡಿಸೆಂಬರ್‌ನಲ್ಲಿ ಒಂದೇ ಬೋರ್ಡ್ ಅಸ್ತಿತ್ವಕ್ಕೆ	[107, 1032, 325, 1048]
sslc-top-rule	[103, 990, 325, 992]
minister-portrait-image	[107, 1072, 197, 1140]
kpl-subheadline: ಬಳ್ಳಾರಿ ಟಸ್ಕರ್ಸ್ ರನ್ನರ್ ಅಪ್, ಸೋಮಣ್ಣ ಪಂದ್ಯಶ್ರೇಷ್ಠ, ಕೆ.ಗೌತಮ್ ಸರಣಿ ಶ್ರೇಷ್ಠ	[425, 906, 841, 926]
awards-headline: ವಿಜೇತರ ಬಹುಮಾನದ ವಿವರ	[533, 1158, 743, 1178]
kpl-headline: ಹುಬ್ಬಳ್ಳಿ ಟೈಗರ್ಸ್ ಕೆಪಿಎಲ್ ಚಾಂಪಿಯನ್	[425, 872, 841, 906]
dasara-headline: ದಸರಾಗೆ ಪೂರ್ಣ ಸಹಕಾರ	[614, 502, 838, 523]
kpl-champions-photo	[533, 930, 839, 1126]
header-rule	[103, 110, 841, 112]
